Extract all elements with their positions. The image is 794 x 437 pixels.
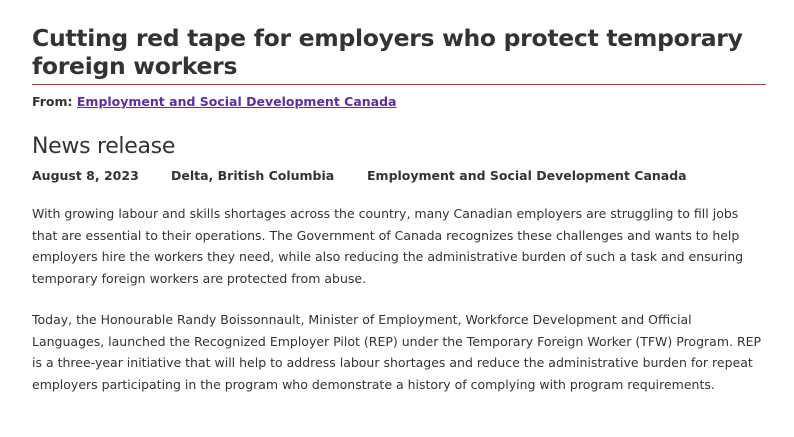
news-article — [32, 24, 766, 395]
section-heading: News release — [32, 134, 176, 159]
page-title: Cutting red tape for employers who protect temporary foreign workers — [32, 24, 743, 80]
release-meta — [32, 167, 766, 185]
release-location: Delta, British Columbia — [171, 168, 335, 183]
from-label: From: — [32, 94, 73, 109]
paragraph-1: With growing labour and skills shortages across the country, many Canadian employers are struggling to fill jobs that are essential to their operations. The Government of Canada recognizes these challenges and wants to help employers hire the workers they need, while also reducing the administrative burden of such a task and ensuring temporary foreign workers are protected from abuse. — [32, 206, 744, 286]
from-line — [32, 93, 766, 111]
release-department: Employment and Social Development Canada — [367, 168, 687, 183]
paragraph-2: Today, the Honourable Randy Boissonnault, Minister of Employment, Workforce Development and Official Languages, launched the Recognized Employer Pilot (REP) under the Temporary Foreign Worker (TFW) Program. REP is a three-year initiative that will help to address labour shortages and reduce the administrative burden for repeat employers participating in the program who demonstrate a history of complying with program requirements. — [32, 312, 762, 392]
release-date: August 8, 2023 — [32, 168, 139, 183]
department-link[interactable]: Employment and Social Development Canada — [76, 94, 397, 109]
title-divider — [32, 84, 766, 85]
